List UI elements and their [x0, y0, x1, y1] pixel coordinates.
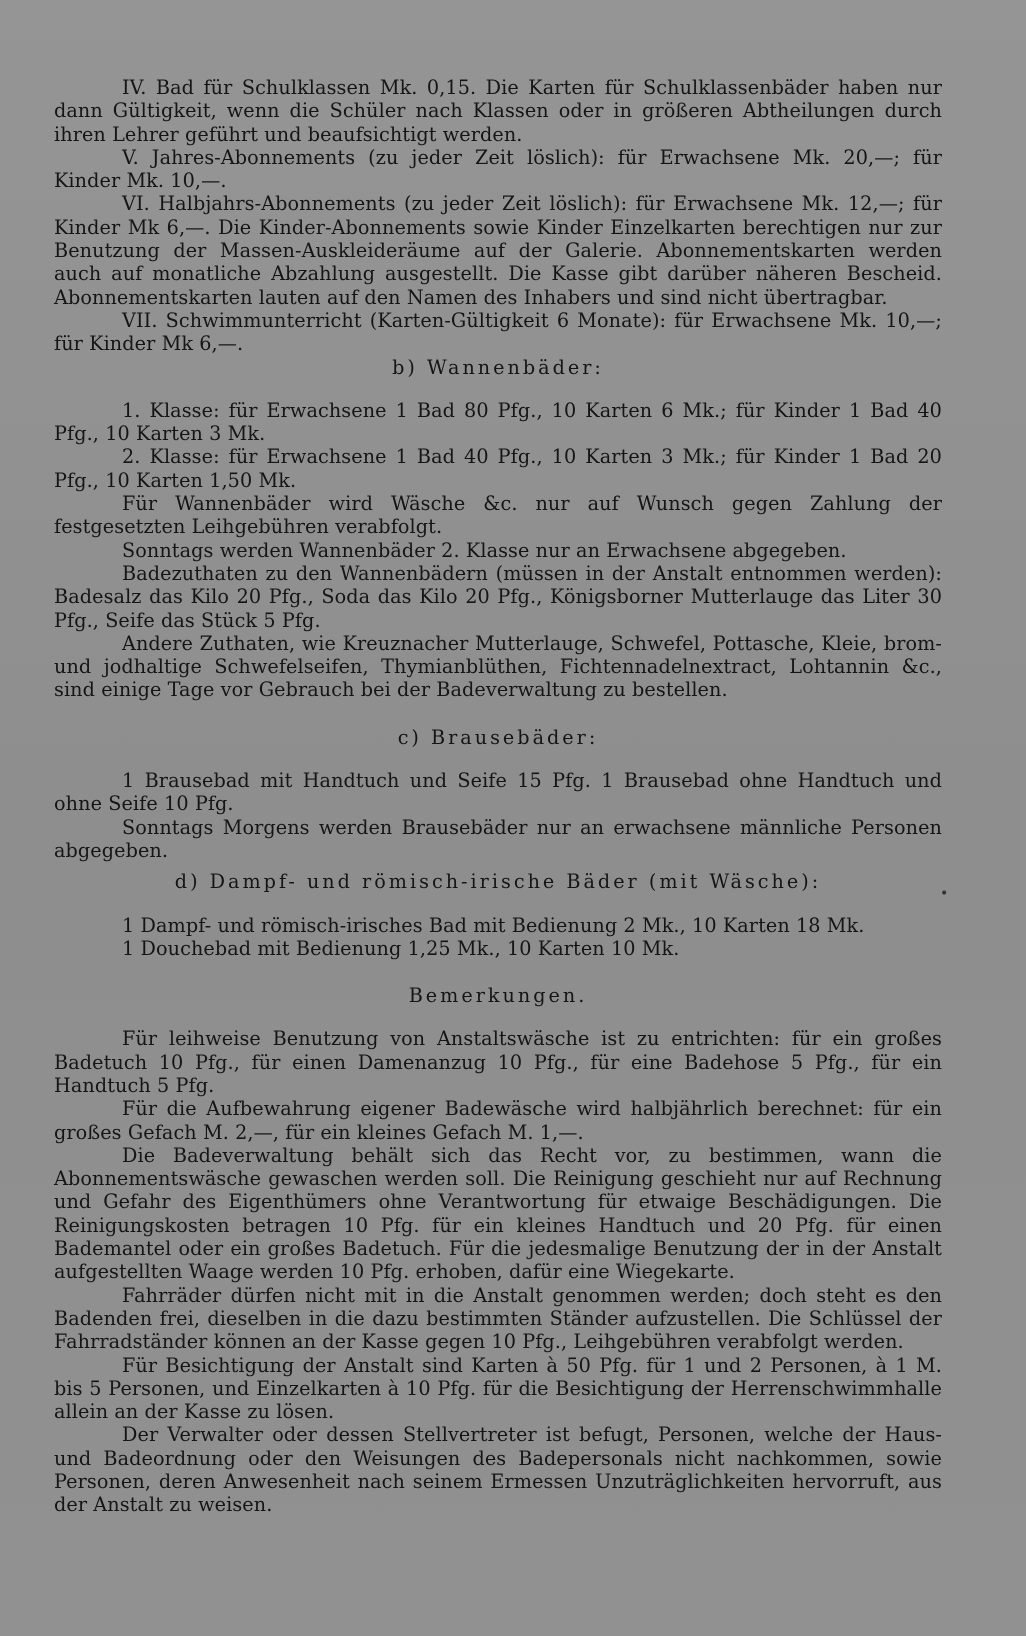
heading-wannenbaeder: b) Wannenbäder: — [392, 355, 604, 379]
section-brausebaeder — [54, 769, 942, 862]
heading-bemerkungen: Bemerkungen. — [408, 984, 588, 1008]
paragraph: 2. Klasse: für Erwachsene 1 Bad 40 Pfg., 10 Karten 3 Mk.; für Kinder 1 Bad 20 Pfg., 10 Karten 1,50 Mk. — [54, 445, 942, 492]
paragraph: Der Verwalter oder dessen Stellvertreter ist befugt, Personen, welche der Haus- und Badeordnung oder den Weisungen des Badepersonals nicht nachkommen, sowie Personen, deren Anwesenheit nach seinem Ermessen Unzuträglichkeiten hervorruft, aus der Anstalt zu weisen. — [54, 1423, 942, 1517]
paragraph: Für die Aufbewahrung eigener Badewäsche wird halbjährlich berechnet: für ein großes Gefach M. 2,—, für ein kleines Gefach M. 1,—. — [54, 1097, 942, 1144]
paragraph: Sonntags Morgens werden Brausebäder nur an erwachsene männliche Personen abgegeben. — [54, 815, 942, 862]
heading-brausebaeder: c) Brausebäder: — [397, 725, 599, 749]
ink-speck: • — [940, 886, 949, 902]
paragraph: Sonntags werden Wannenbäder 2. Klasse nur an Erwachsene abgegeben. — [122, 538, 847, 562]
paragraph: 1 Douchebad mit Bedienung 1,25 Mk., 10 Karten 10 Mk. — [122, 936, 680, 960]
heading-dampfbaeder: d) Dampf- und römisch-irische Bäder (mit Wäsche): — [174, 870, 822, 894]
rates-continued — [54, 76, 942, 356]
paragraph-vi: VI. Halbjahrs-Abonnements (zu jeder Zeit löslich): für Erwachsene Mk. 12,—; für Kinder Mk 6,—. Die Kinder-Abonnements sowie Kinder Einzelkarten berechtigen nur zur Benutzung der Massen-Auskleideräume auf der Galerie. Abonnementskarten werden auch auf monatliche Abzahlung ausgestellt. Die Kasse gibt darüber näheren Bescheid. Abonnementskarten lauten auf den Namen des Inhabers und sind nicht übertragbar. — [54, 192, 942, 309]
section-dampfbaeder — [54, 914, 942, 961]
paragraph-vii: VII. Schwimmunterricht (Karten-Gültigkeit 6 Monate): für Erwachsene Mk. 10,—; für Kinder Mk 6,—. — [54, 308, 942, 356]
paragraph-v: V. Jahres-Abonnements (zu jeder Zeit löslich): für Erwachsene Mk. 20,—; für Kinder Mk. 10,—. — [54, 145, 942, 193]
paragraph: 1 Dampf- und römisch-irisches Bad mit Bedienung 2 Mk., 10 Karten 18 Mk. — [122, 913, 865, 937]
paragraph: Andere Zuthaten, wie Kreuznacher Mutterlauge, Schwefel, Pottasche, Kleie, brom- und jodhaltige Schwefelseifen, Thymianblüthen, Fichtennadelnextract, Lohtannin &c., sind einige Tage vor Gebrauch bei der Badeverwaltung zu bestellen. — [54, 631, 942, 702]
paragraph-iv: IV. Bad für Schulklassen Mk. 0,15. Die Karten für Schulklassenbäder haben nur dann Gültigkeit, wenn die Schüler nach Klassen oder in größeren Abtheilungen durch ihren Lehrer geführt und beaufsichtigt werden. — [54, 76, 942, 146]
paragraph: Für leihweise Benutzung von Anstaltswäsche ist zu entrichten: für ein großes Badetuch 10 Pfg., für einen Damenanzug 10 Pfg., für eine Badehose 5 Pfg., für ein Handtuch 5 Pfg. — [54, 1027, 942, 1097]
section-wannenbaeder — [54, 399, 942, 702]
paragraph: 1. Klasse: für Erwachsene 1 Bad 80 Pfg., 10 Karten 6 Mk.; für Kinder 1 Bad 40 Pfg., 10 Karten 3 Mk. — [54, 398, 942, 446]
paragraph: Die Badeverwaltung behält sich das Recht vor, zu bestimmen, wann die Abonnementswäsche gewaschen werden soll. Die Reinigung geschieht nur auf Rechnung und Gefahr des Eigenthümers ohne Verantwortung für etwaige Beschädigungen. Die Reinigungskosten betragen 10 Pfg. für ein kleines Handtuch und 20 Pfg. für einen Bademantel oder ein großes Badetuch. Für die jedesmalige Benutzung der in der Anstalt aufgestellten Waage werden 10 Pfg. erhoben, dafür eine Wiegekarte. — [54, 1143, 942, 1284]
paragraph: Für Wannenbäder wird Wäsche &c. nur auf Wunsch gegen Zahlung der festgesetzten Leihgebühren verabfolgt. — [54, 492, 942, 539]
paragraph: Fahrräder dürfen nicht mit in die Anstalt genommen werden; doch steht es den Badenden frei, dieselben in die dazu bestimmten Ständer aufzustellen. Die Schlüssel der Fahrradständer können an der Kasse gegen 10 Pfg., Leihgebühren verabfolgt werden. — [54, 1283, 942, 1354]
paragraph: Für Besichtigung der Anstalt sind Karten à 50 Pfg. für 1 und 2 Personen, à 1 M. bis 5 Personen, und Einzelkarten à 10 Pfg. für die Besichtigung der Herrenschwimmhalle allein an der Kasse zu lösen. — [54, 1353, 942, 1424]
paragraph: Badezuthaten zu den Wannenbädern (müssen in der Anstalt entnommen werden): Badesalz das Kilo 20 Pfg., Soda das Kilo 20 Pfg., Königsborner Mutterlauge das Liter 30 Pfg., Seife das Stück 5 Pfg. — [54, 561, 942, 632]
section-bemerkungen — [54, 1027, 942, 1516]
paragraph: 1 Brausebad mit Handtuch und Seife 15 Pfg. 1 Brausebad ohne Handtuch und ohne Seife 10 Pfg. — [54, 769, 942, 816]
